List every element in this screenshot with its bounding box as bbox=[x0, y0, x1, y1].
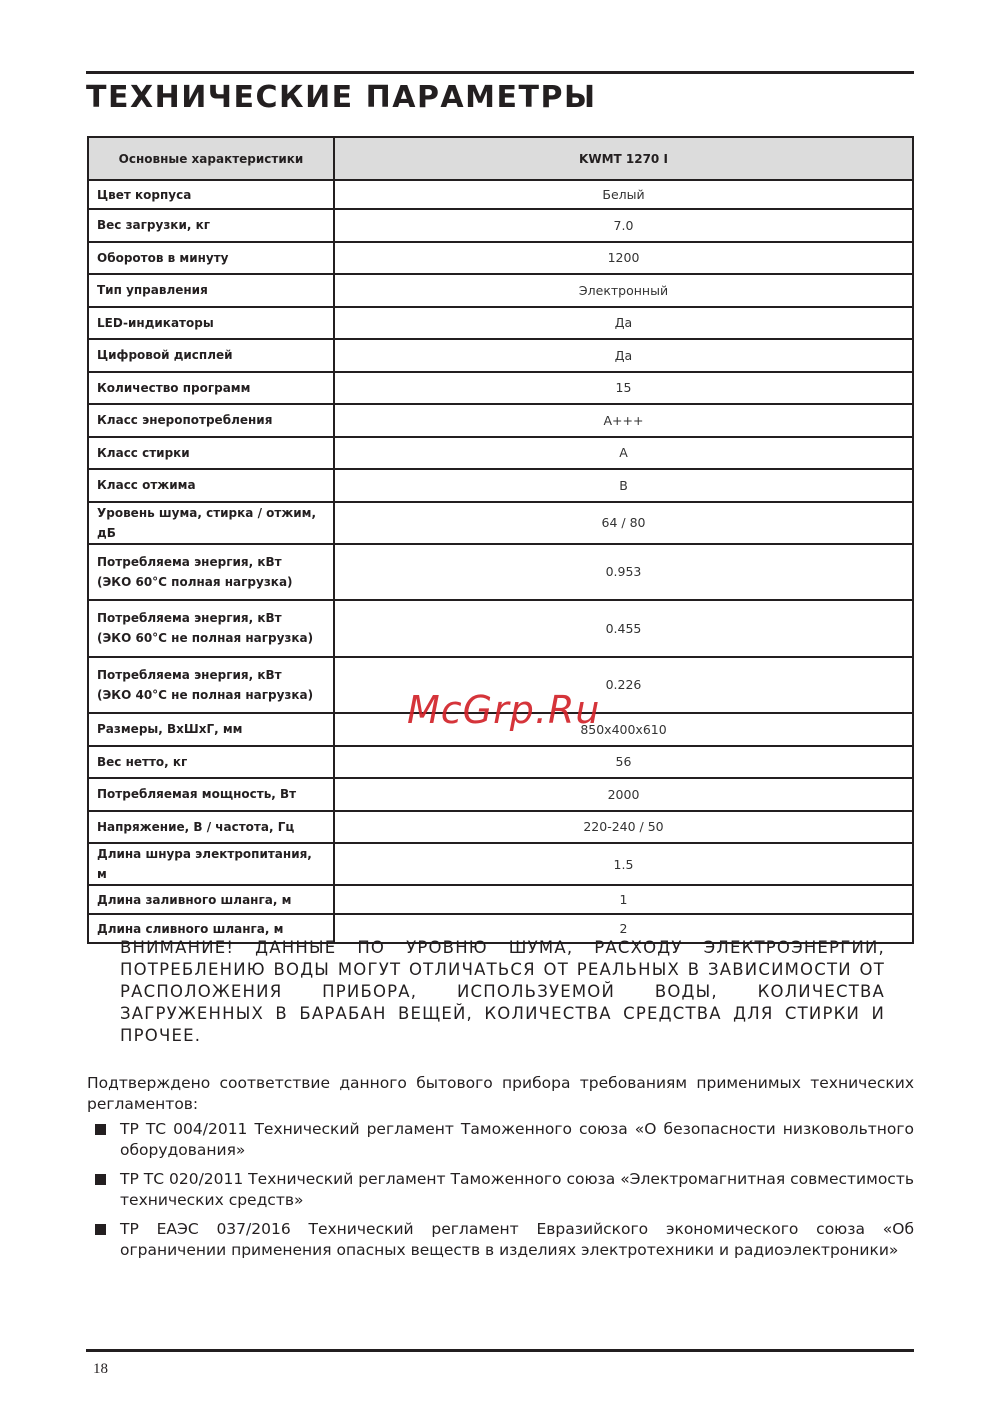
row-value: 220-240 / 50 bbox=[334, 811, 913, 844]
row-label-line1: Потребляема энергия, кВт bbox=[97, 611, 282, 626]
table-row bbox=[88, 885, 913, 914]
table-row bbox=[88, 404, 913, 437]
table-row bbox=[88, 339, 913, 372]
square-bullet-icon bbox=[95, 1224, 106, 1235]
row-value: Белый bbox=[334, 180, 913, 209]
row-label bbox=[88, 600, 334, 657]
row-value: 7.0 bbox=[334, 209, 913, 242]
list-item bbox=[87, 1219, 914, 1261]
row-value: 0.455 bbox=[334, 600, 913, 657]
regulation-text: ТР ЕАЭС 037/2016 Технический регламент Евразийского экономического союза «Об ограничении применения опасных веществ в изделиях электротехники и радиоэлектроники» bbox=[120, 1220, 914, 1259]
row-label: Напряжение, В / частота, Гц bbox=[88, 811, 334, 844]
row-label: Вес загрузки, кг bbox=[88, 209, 334, 242]
row-label: Цвет корпуса bbox=[88, 180, 334, 209]
table-row bbox=[88, 843, 913, 885]
row-value: 1 bbox=[334, 885, 913, 914]
table-row bbox=[88, 778, 913, 811]
row-label-line2: (ЭКО 40°C не полная нагрузка) bbox=[97, 687, 314, 702]
row-label: LED-индикаторы bbox=[88, 307, 334, 340]
compliance-intro: Подтверждено соответствие данного бытового прибора требованиям применимых технических регламентов: bbox=[87, 1074, 914, 1113]
row-label bbox=[88, 657, 334, 714]
table-row bbox=[88, 600, 913, 657]
warning-notice: ВНИМАНИЕ! ДАННЫЕ ПО УРОВНЮ ШУМА, РАСХОДУ ЭЛЕКТРОЭНЕРГИИ, ПОТРЕБЛЕНИЮ ВОДЫ МОГУТ ОТЛИЧАТЬСЯ ОТ РЕАЛЬНЫХ В ЗАВИСИМОСТИ ОТ РАСПОЛОЖЕНИЯ ПРИБОРА, ИСПОЛЬЗУЕМОЙ ВОДЫ, КОЛИЧЕСТВА ЗАГРУЖЕННЫХ В БАРАБАН ВЕЩЕЙ, КОЛИЧЕСТВА СРЕДСТВА ДЛЯ СТИРКИ И ПРОЧЕЕ. bbox=[120, 938, 885, 1045]
square-bullet-icon bbox=[95, 1124, 106, 1135]
compliance-section bbox=[87, 1073, 914, 1269]
list-item bbox=[87, 1169, 914, 1211]
row-value: 850x400x610 bbox=[334, 713, 913, 746]
row-value: 1200 bbox=[334, 242, 913, 275]
row-label: Размеры, ВхШхГ, мм bbox=[88, 713, 334, 746]
row-value: 2 bbox=[334, 914, 913, 943]
table-row bbox=[88, 657, 913, 714]
row-label: Потребляемая мощность, Вт bbox=[88, 778, 334, 811]
row-label: Оборотов в минуту bbox=[88, 242, 334, 275]
row-label: Уровень шума, стирка / отжим, дБ bbox=[88, 502, 334, 544]
row-value: 2000 bbox=[334, 778, 913, 811]
top-divider bbox=[86, 71, 914, 74]
row-value: Да bbox=[334, 339, 913, 372]
page-title: ТЕХНИЧЕСКИЕ ПАРАМЕТРЫ bbox=[86, 80, 597, 115]
table-row bbox=[88, 274, 913, 307]
row-label: Длина заливного шланга, м bbox=[88, 885, 334, 914]
row-label: Вес нетто, кг bbox=[88, 746, 334, 779]
row-label: Длина сливного шланга, м bbox=[88, 914, 334, 943]
table-row bbox=[88, 811, 913, 844]
table-row bbox=[88, 437, 913, 470]
row-value: 64 / 80 bbox=[334, 502, 913, 544]
row-value: A+++ bbox=[334, 404, 913, 437]
row-value: Электронный bbox=[334, 274, 913, 307]
header-characteristics: Основные характеристики bbox=[88, 137, 334, 180]
table-row bbox=[88, 502, 913, 544]
row-label: Класс отжима bbox=[88, 469, 334, 502]
row-value: 15 bbox=[334, 372, 913, 405]
row-label: Цифровой дисплей bbox=[88, 339, 334, 372]
bottom-divider bbox=[86, 1349, 914, 1352]
table-row bbox=[88, 307, 913, 340]
table-row bbox=[88, 713, 913, 746]
row-label-line1: Потребляема энергия, кВт bbox=[97, 667, 282, 682]
row-label-line2: (ЭКО 60°C не полная нагрузка) bbox=[97, 631, 314, 646]
row-label bbox=[88, 544, 334, 601]
table-row bbox=[88, 242, 913, 275]
table-row bbox=[88, 209, 913, 242]
row-value: Да bbox=[334, 307, 913, 340]
row-value: A bbox=[334, 437, 913, 470]
table-row bbox=[88, 180, 913, 209]
regulation-text: ТР ТС 020/2011 Технический регламент Таможенного союза «Электромагнитная совместимость технических средств» bbox=[120, 1170, 914, 1209]
row-value: B bbox=[334, 469, 913, 502]
specifications-table bbox=[87, 136, 914, 944]
table-row bbox=[88, 746, 913, 779]
row-value: 56 bbox=[334, 746, 913, 779]
row-label: Класс стирки bbox=[88, 437, 334, 470]
regulation-text: ТР ТС 004/2011 Технический регламент Таможенного союза «О безопасности низковольтного оборудования» bbox=[120, 1120, 914, 1159]
row-value: 1.5 bbox=[334, 843, 913, 885]
regulations-list bbox=[87, 1119, 914, 1261]
table-row bbox=[88, 469, 913, 502]
row-label: Класс энеропотребления bbox=[88, 404, 334, 437]
row-label: Длина шнура электропитания, м bbox=[88, 843, 334, 885]
row-label-line1: Потребляема энергия, кВт bbox=[97, 554, 282, 569]
table-header-row bbox=[88, 137, 913, 180]
page-number: 18 bbox=[93, 1361, 108, 1377]
row-label: Количество программ bbox=[88, 372, 334, 405]
row-value: 0.226 bbox=[334, 657, 913, 714]
watermark: McGrp.Ru bbox=[407, 688, 601, 732]
table-row bbox=[88, 372, 913, 405]
square-bullet-icon bbox=[95, 1174, 106, 1185]
row-value: 0.953 bbox=[334, 544, 913, 601]
header-model: KWMT 1270 I bbox=[334, 137, 913, 180]
list-item bbox=[87, 1119, 914, 1161]
row-label: Тип управления bbox=[88, 274, 334, 307]
table-row bbox=[88, 544, 913, 601]
row-label-line2: (ЭКО 60°C полная нагрузка) bbox=[97, 574, 293, 589]
